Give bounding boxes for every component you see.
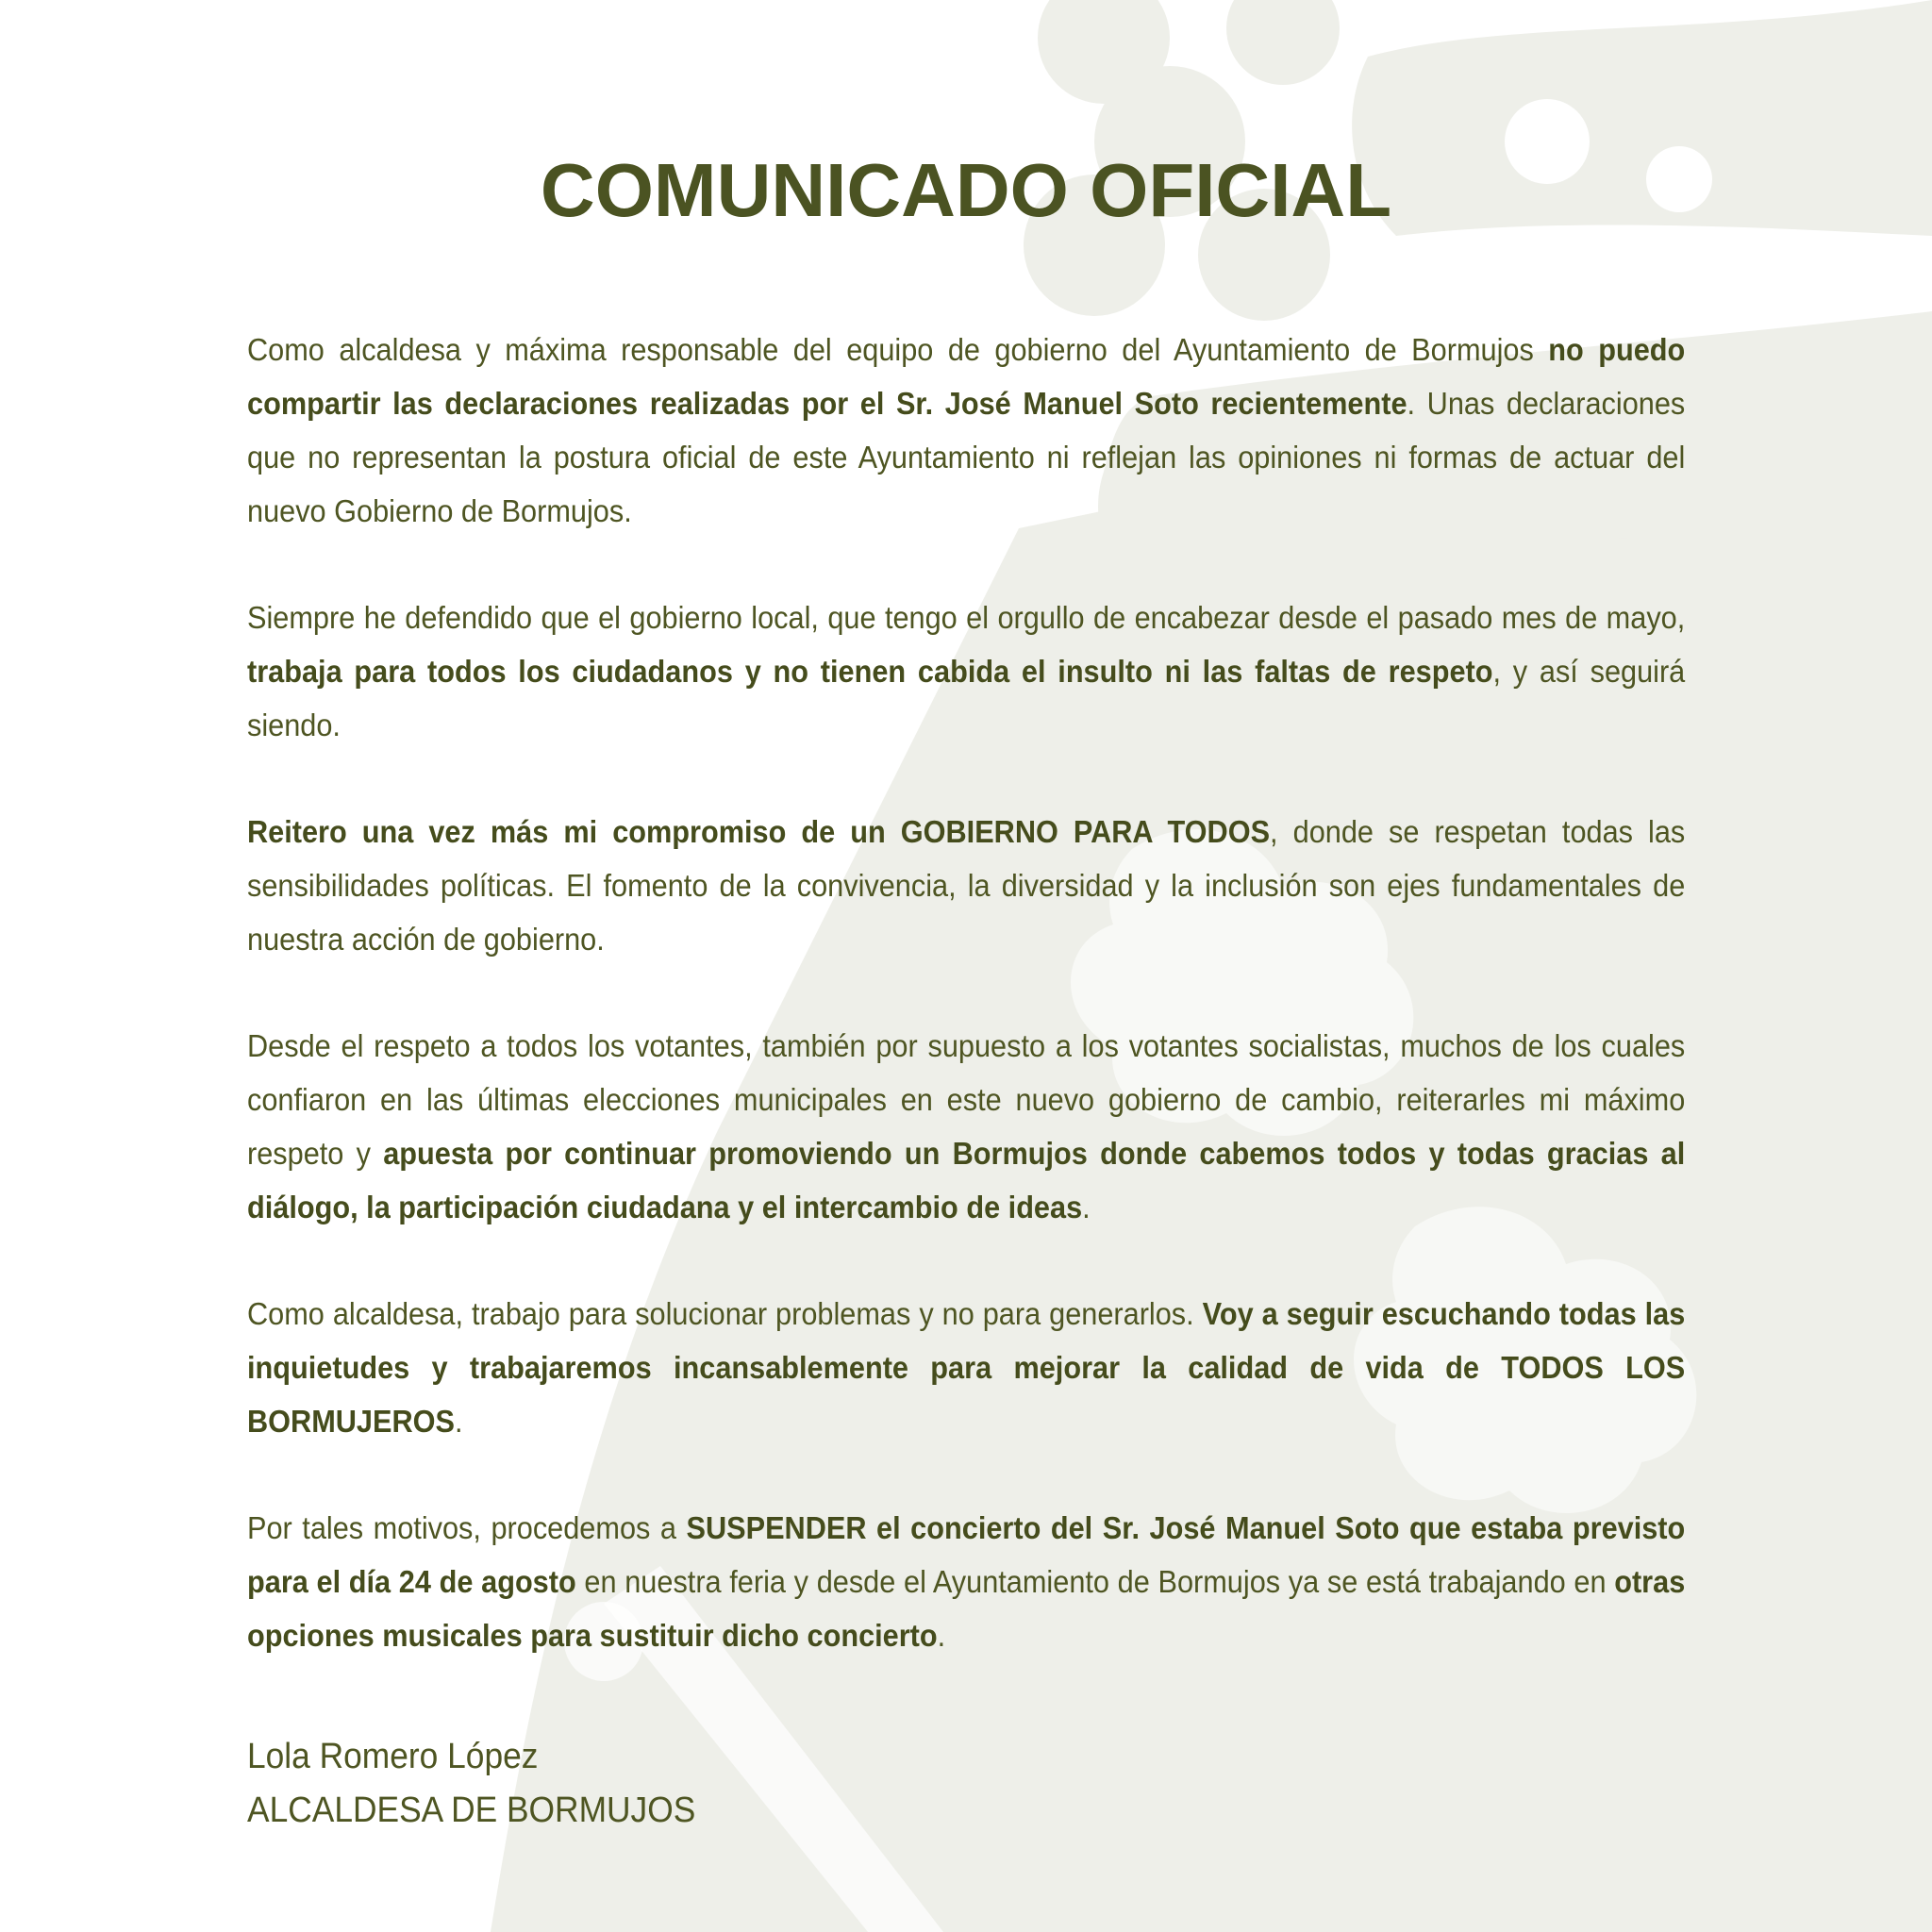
paragraph-2 [247, 591, 1685, 752]
paragraph-segment-bold: Reitero una vez más mi compromiso de un GOBIERNO PARA TODOS [247, 814, 1271, 849]
paragraph-segment-bold: no puedo compartir las declaraciones realizadas por el Sr. José Manuel Soto recientemente [247, 332, 1686, 421]
paragraph-segment: Como alcaldesa, trabajo para solucionar problemas y no para generarlos. [247, 1296, 1203, 1331]
paragraph-segment-bold: Voy a seguir escuchando todas las inquietudes y trabajaremos incansablemente para mejorar la calidad de vida de TODOS LOS BORMUJEROS [247, 1296, 1686, 1439]
paragraph-segment: Siempre he defendido que el gobierno local, que tengo el orgullo de encabezar desde el pasado mes de mayo, [247, 600, 1686, 635]
paragraph-segment: Desde el respeto a todos los votantes, también por supuesto a los votantes socialistas, muchos de los cuales confiaron en las últimas elecciones municipales en este nuevo gobierno de cambio, reiterarles mi máximo respeto y [247, 1028, 1686, 1171]
paragraph-segment-bold: otras opciones musicales para sustituir dicho concierto [247, 1564, 1686, 1653]
paragraph-segment: , y así seguirá siendo. [247, 654, 1686, 742]
page-title: COMUNICADO OFICIAL [540, 148, 1392, 232]
statement-text [247, 323, 1685, 1715]
paragraph-segment: Como alcaldesa y máxima responsable del equipo de gobierno del Ayuntamiento de Bormujos [247, 332, 1549, 367]
paragraph-5 [247, 1287, 1685, 1448]
paragraph-1 [247, 323, 1685, 538]
paragraph-segment: . [1082, 1190, 1091, 1224]
paragraph-segment-bold: apuesta por continuar promoviendo un Bormujos donde cabemos todos y todas gracias al diálogo, la participación ciudadana y el intercambio de ideas [247, 1136, 1686, 1224]
signatory-role: ALCALDESA DE BORMUJOS [247, 1790, 696, 1830]
paragraph-segment-bold: trabaja para todos los ciudadanos y no tienen cabida el insulto ni las faltas de respeto [247, 654, 1493, 689]
paragraph-segment: . Unas declaraciones que no representan la postura oficial de este Ayuntamiento ni reflejan las opiniones ni formas de actuar del nuevo Gobierno de Bormujos. [247, 386, 1686, 528]
signatory-name: Lola Romero López [247, 1737, 539, 1776]
signature-block [247, 1730, 695, 1838]
paragraph-6 [247, 1501, 1685, 1662]
paragraph-3 [247, 805, 1685, 966]
paragraph-segment: . [937, 1618, 946, 1653]
paragraph-segment: , donde se respetan todas las sensibilidades políticas. El fomento de la convivencia, la diversidad y la inclusión son ejes fundamentales de nuestra acción de gobierno. [247, 814, 1686, 957]
paragraph-segment: Por tales motivos, procedemos a [247, 1510, 687, 1545]
paragraph-segment: . [454, 1404, 463, 1439]
paragraph-segment: en nuestra feria y desde el Ayuntamiento de Bormujos ya se está trabajando en [575, 1564, 1615, 1599]
paragraph-4 [247, 1019, 1685, 1234]
paragraph-segment-bold: SUSPENDER el concierto del Sr. José Manuel Soto que estaba previsto para el día 24 de agosto [247, 1510, 1686, 1599]
